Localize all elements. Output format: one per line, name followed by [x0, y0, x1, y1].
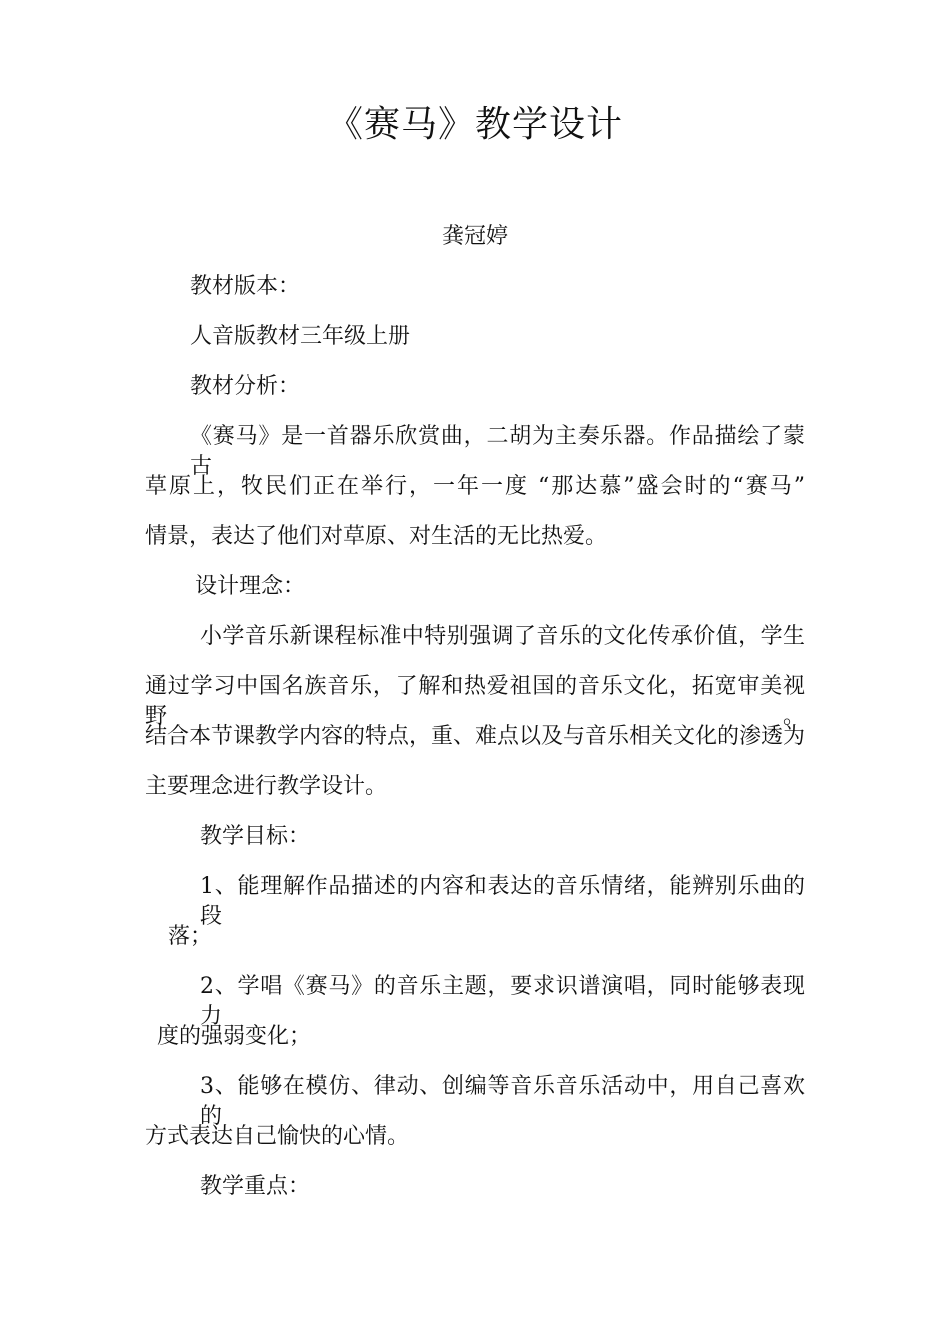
analysis-line: 情景，表达了他们对草原、对生活的无比热爱。	[145, 524, 608, 549]
version-heading: 教材版本：	[190, 274, 301, 299]
goal-line: 度的强弱变化；	[157, 1024, 312, 1049]
goal-line: 2、学唱《赛马》的音乐主题，要求识谱演唱，同时能够表现力	[200, 974, 805, 1029]
concept-heading: 设计理念：	[195, 574, 306, 599]
concept-line: 通过学习中国名族音乐，了解和热爱祖国的音乐文化，拓宽审美视野。	[145, 674, 805, 729]
key-points-heading: 教学重点：	[200, 1174, 311, 1199]
concept-line: 小学音乐新课程标准中特别强调了音乐的文化传承价值，学生	[200, 624, 805, 649]
analysis-heading: 教材分析：	[190, 374, 301, 399]
goal-line: 落；	[168, 924, 213, 949]
author-name: 龚冠婷	[441, 224, 508, 249]
goal-line: 方式表达自己愉快的心情。	[145, 1124, 410, 1149]
goal-line: 1、能理解作品描述的内容和表达的音乐情绪，能辨别乐曲的段	[200, 874, 805, 929]
version-text: 人音版教材三年级上册	[190, 324, 411, 349]
concept-line: 结合本节课教学内容的特点，重、难点以及与音乐相关文化的渗透为	[145, 724, 806, 749]
document-title: 《赛马》教学设计	[326, 104, 623, 145]
concept-line: 主要理念进行教学设计。	[145, 774, 388, 799]
analysis-line: 草原上，牧民们正在举行，一年一度 “那达慕”盛会时的“赛马”	[145, 474, 805, 499]
analysis-line: 《赛马》是一首器乐欣赏曲，二胡为主奏乐器。作品描绘了蒙古	[190, 424, 805, 479]
goals-heading: 教学目标：	[200, 824, 311, 849]
goal-line: 3、能够在模仿、律动、创编等音乐音乐活动中，用自己喜欢的	[200, 1074, 805, 1129]
